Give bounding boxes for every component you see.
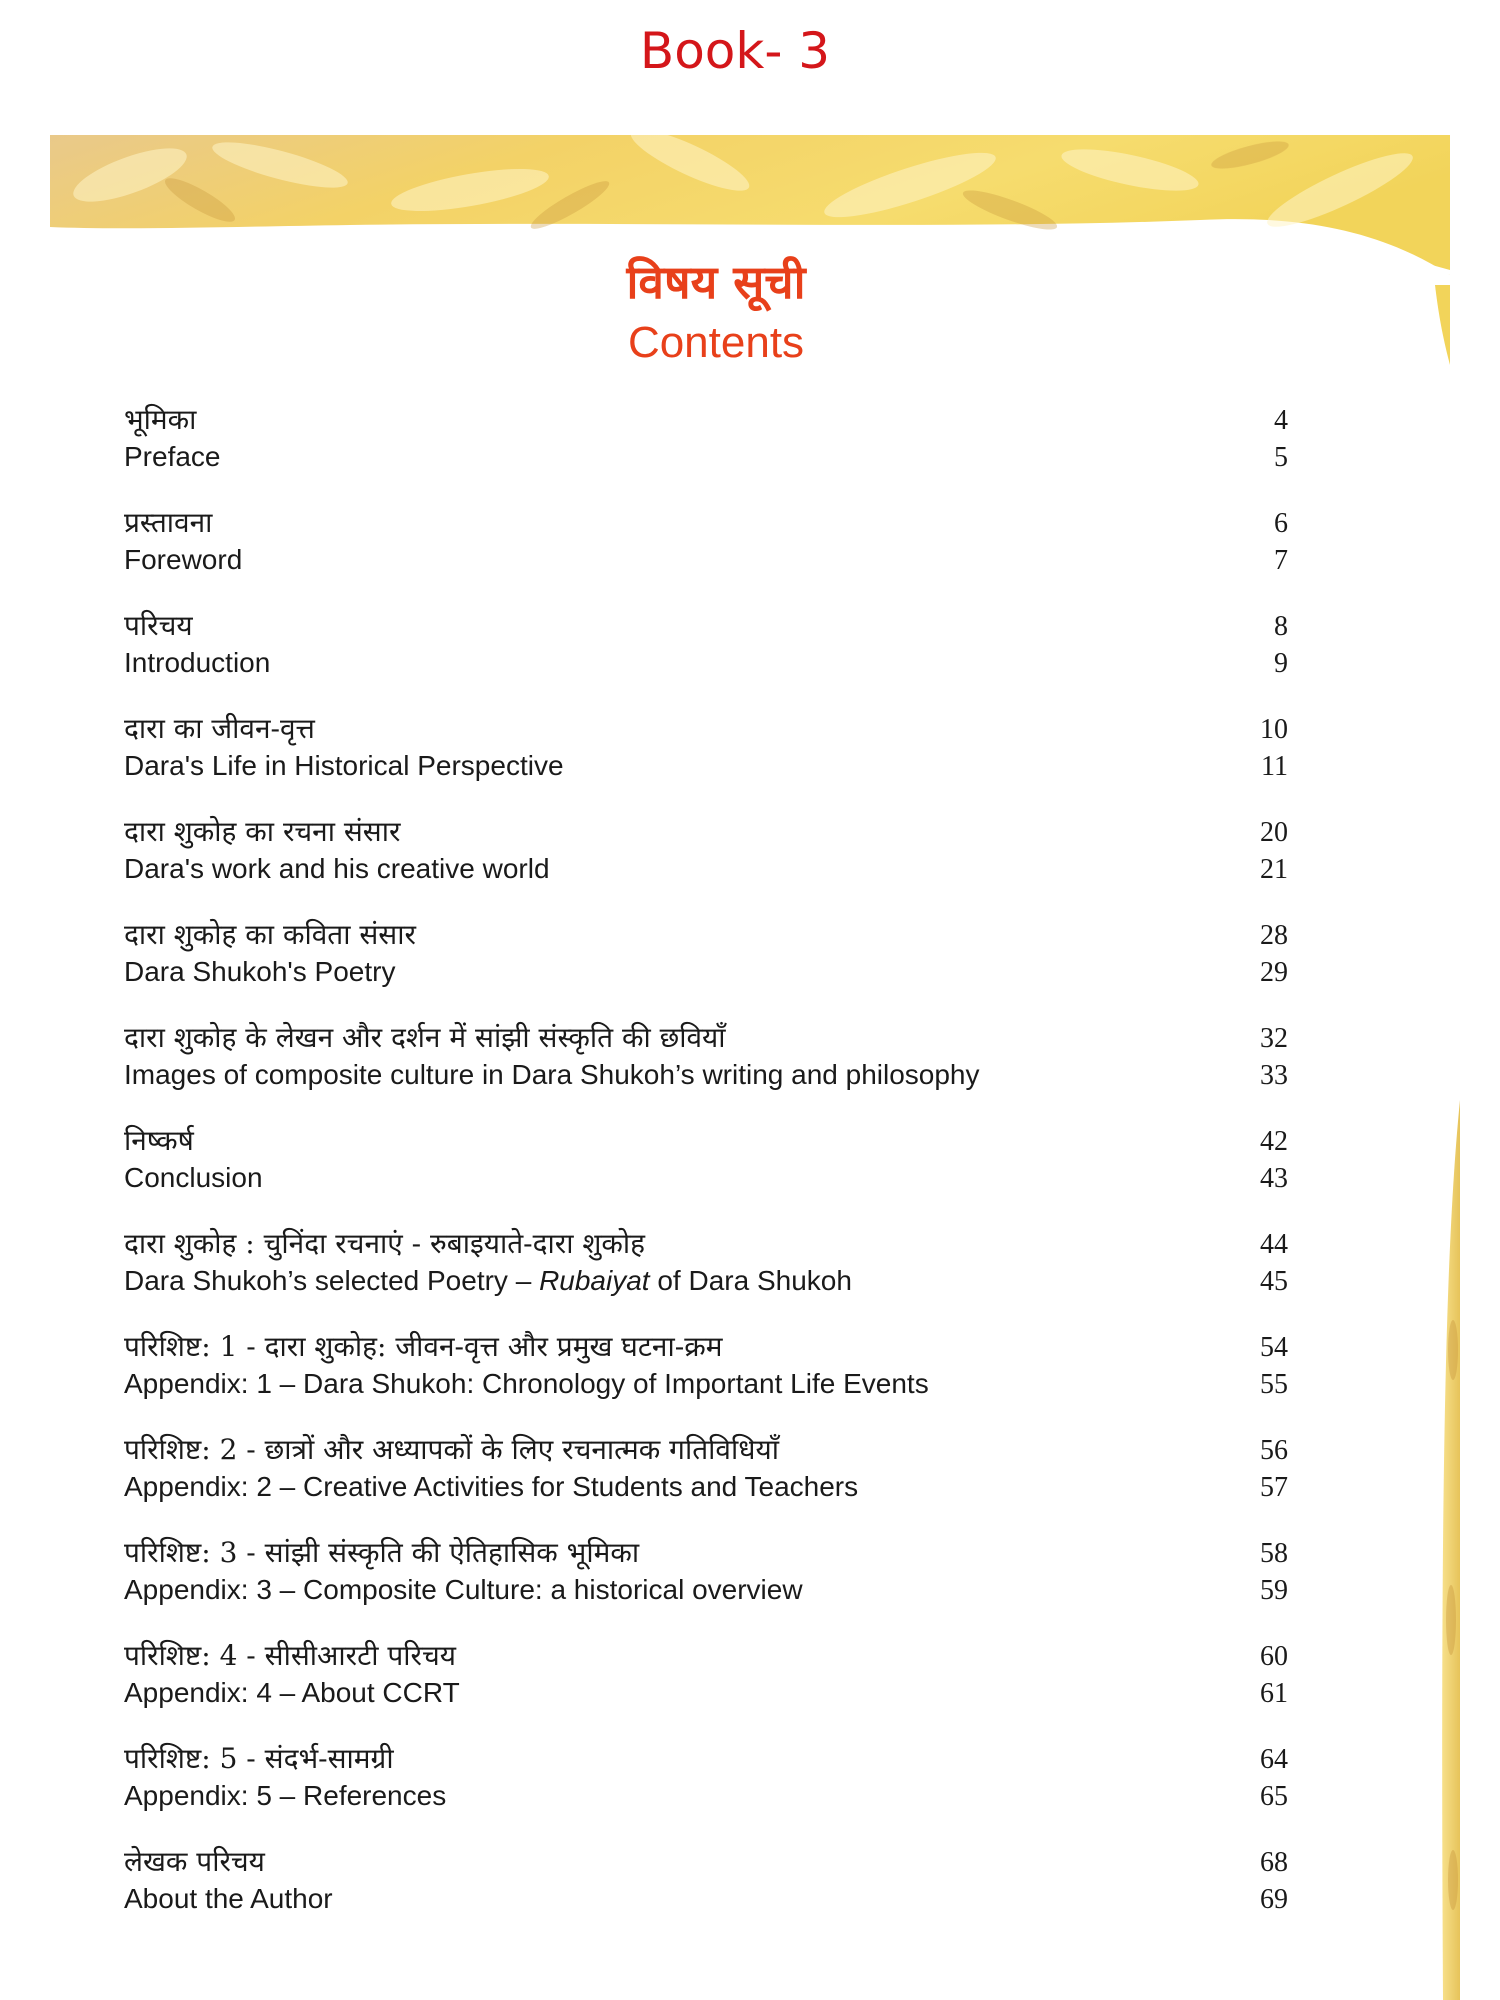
toc-entry <box>124 606 1288 688</box>
book-label: Book- 3 <box>639 22 831 80</box>
page-number: 60 <box>1260 1641 1288 1672</box>
toc-entry <box>124 1739 1288 1821</box>
page-number: 59 <box>1260 1575 1288 1606</box>
entry-title-english <box>124 1265 852 1297</box>
entry-title-hindi: भूमिका <box>124 403 197 436</box>
page-number: 58 <box>1260 1538 1288 1569</box>
entry-title-english: About the Author <box>124 1883 333 1914</box>
page-number: 61 <box>1260 1678 1288 1709</box>
toc-entry <box>124 1121 1288 1203</box>
page-number: 69 <box>1260 1884 1288 1915</box>
entry-title-hindi: दारा शुकोह : चुनिंदा रचनाएं - रुबाइयाते-दारा शुकोह <box>124 1227 646 1260</box>
entry-title-english: Preface <box>124 441 221 472</box>
page-number: 10 <box>1260 714 1288 745</box>
page-number: 43 <box>1260 1163 1288 1194</box>
entry-title-italic: Rubaiyat <box>539 1265 650 1296</box>
toc-entry <box>124 503 1288 585</box>
entry-title-english: Dara's Life in Historical Perspective <box>124 750 564 781</box>
contents-heading-hindi: विषय सूची <box>626 255 806 309</box>
entry-title-prefix: Dara Shukoh’s selected Poetry – <box>124 1265 540 1296</box>
entry-title-hindi: निष्कर्ष <box>124 1124 194 1157</box>
page-number: 33 <box>1260 1060 1288 1091</box>
page-number: 28 <box>1260 920 1288 951</box>
page-number: 44 <box>1260 1229 1288 1260</box>
toc-entry <box>124 1018 1288 1100</box>
page-number: 8 <box>1274 611 1288 642</box>
entry-title-english: Foreword <box>124 544 243 575</box>
decorative-side-strip <box>1415 1100 1460 2000</box>
entry-title-english: Appendix: 2 – Creative Activities for Students and Teachers <box>124 1471 859 1502</box>
entry-title-english: Introduction <box>124 647 271 678</box>
entry-title-hindi: दारा शुकोह के लेखन और दर्शन में सांझी संस्कृति की छवियाँ <box>124 1021 726 1054</box>
page-number: 65 <box>1260 1781 1288 1812</box>
toc-entry <box>124 1327 1288 1409</box>
toc-entry <box>124 1430 1288 1512</box>
contents-heading-english: Contents <box>627 318 805 367</box>
page-number: 6 <box>1274 508 1288 539</box>
page-number: 5 <box>1274 442 1288 473</box>
entry-title-english: Appendix: 5 – References <box>124 1780 447 1811</box>
entry-title-hindi: दारा का जीवन-वृत्त <box>124 712 315 745</box>
page-number: 64 <box>1260 1744 1288 1775</box>
entry-title-hindi: दारा शुकोह का कविता संसार <box>124 918 416 951</box>
entry-title-hindi: दारा शुकोह का रचना संसार <box>124 815 401 848</box>
page-number: 4 <box>1274 405 1288 436</box>
toc-entry <box>124 812 1288 894</box>
entry-title-hindi: परिशिष्ट: 4 - सीसीआरटी परिचय <box>124 1639 456 1672</box>
page-number: 55 <box>1260 1369 1288 1400</box>
entry-title-hindi: परिशिष्ट: 1 - दारा शुकोह: जीवन-वृत्त और प्रमुख घटना-क्रम <box>124 1330 723 1363</box>
toc-entry <box>124 1533 1288 1615</box>
entry-title-hindi: परिशिष्ट: 3 - सांझी संस्कृति की ऐतिहासिक भूमिका <box>124 1536 640 1569</box>
toc-entry <box>124 915 1288 997</box>
page-number: 68 <box>1260 1847 1288 1878</box>
page-number: 20 <box>1260 817 1288 848</box>
entry-title-hindi: प्रस्तावना <box>124 506 213 539</box>
entry-title-english: Dara's work and his creative world <box>124 853 550 884</box>
entry-title-hindi: परिशिष्ट: 2 - छात्रों और अध्यापकों के लिए रचनात्मक गतिविधियाँ <box>124 1433 779 1466</box>
page-number: 54 <box>1260 1332 1288 1363</box>
page-number: 56 <box>1260 1435 1288 1466</box>
toc-entry <box>124 709 1288 791</box>
entry-title-hindi: परिचय <box>124 609 193 642</box>
toc-entry <box>124 1636 1288 1718</box>
page-number: 32 <box>1260 1023 1288 1054</box>
entry-title-hindi: लेखक परिचय <box>124 1845 265 1878</box>
toc-entry <box>124 400 1288 482</box>
entry-title-english: Dara Shukoh's Poetry <box>124 956 396 987</box>
page-number: 45 <box>1260 1266 1288 1297</box>
entry-title-english: Conclusion <box>124 1162 263 1193</box>
toc-entry <box>124 1224 1288 1306</box>
page-number: 9 <box>1274 648 1288 679</box>
entry-title-english: Appendix: 4 – About CCRT <box>124 1677 460 1708</box>
entry-title-hindi: परिशिष्ट: 5 - संदर्भ-सामग्री <box>124 1742 394 1775</box>
entry-title-english: Images of composite culture in Dara Shukoh’s writing and philosophy <box>124 1059 980 1090</box>
table-of-contents <box>124 400 1288 1945</box>
entry-title-english: Appendix: 3 – Composite Culture: a historical overview <box>124 1574 803 1605</box>
entry-title-english: Appendix: 1 – Dara Shukoh: Chronology of Important Life Events <box>124 1368 929 1399</box>
page-number: 42 <box>1260 1126 1288 1157</box>
page-number: 11 <box>1261 751 1288 782</box>
page-number: 21 <box>1260 854 1288 885</box>
page-number: 7 <box>1274 545 1288 576</box>
toc-entry <box>124 1842 1288 1924</box>
page-number: 57 <box>1260 1472 1288 1503</box>
page-number: 29 <box>1260 957 1288 988</box>
entry-title-suffix: of Dara Shukoh <box>649 1265 852 1296</box>
